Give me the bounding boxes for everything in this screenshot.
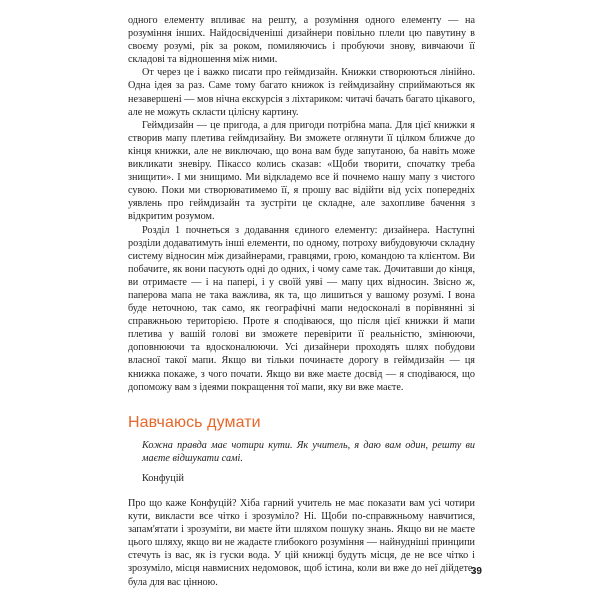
- paragraph: одного елементу впливає на решту, а розуміння одного елементу — на розуміння інших. Найдосвідченіші дизайнери повільно плели цю павутину в своєму розумі, рік за роком, помиляючись і пробуючи знову, вивчаючи її складові та відношення між ними.: [128, 15, 475, 66]
- epigraph-author: Конфуцій: [142, 472, 185, 484]
- section-title: Навчаюсь думати: [128, 413, 261, 431]
- paragraph: Геймдизайн — це пригода, а для пригоди потрібна мапа. Для цієї книжки я створив мапу плетива геймдизайну. Ви зможете оглянути її цілком ближче до кінця книжки, але не виключаю, що вона вам буде запутаною, ба навіть може викликати зневіру. Пікассо колись сказав: «Щоби творити, спочатку треба знищити». І ми знищимо. Ми відкладемо все й почнемо нашу мапу з чистого сувою. Поки ми створюватимемо її, я прошу вас відійти від усіх попередніх уявлень про геймдизайн та зустріти це складне, але захопливе бачення з відкритим розумом.: [128, 119, 475, 223]
- page-number: 39: [470, 566, 482, 577]
- page-content: [128, 14, 475, 589]
- epigraph-quote: Кожна правда має чотири кути. Як учитель, я даю вам один, решту ви маєте відшукати самі.: [142, 439, 475, 464]
- paragraph: Розділ 1 почнеться з додавання єдиного елементу: дизайнера. Наступні розділи додаватимуть інші елементи, по одному, потроху вибудовуючи складну систему відносин між дизайнерами, гравцями, грою, командою та клієнтом. Ви побачите, як вони пасують одні до одних, і чому саме так. Дочитавши до кінця, ви отримаєте — і на папері, і у своїй уяві — мапу цих відносин. Звісно ж, паперова мапа не така важлива, як та, що лишиться у вашому розумі. І вона буде неточною, так само, як географічні мапи недосконалі в порівнянні зі справжньою територією. Проте я сподіваюся, що після цієї книжки й мапи плетива у вашій голові ви зможете перевірити її реальністю, змінюючи, доповнюючи та вдосконалюючи. Усі дизайнери проходять шлях побудови власної такої мапи. Якщо ви тільки починаєте дорогу в геймдизайн — ця книжка покаже, з чого почати. Якщо ви вже маєте досвід — я сподіваюся, що допоможу вам з ідеями покращення тої мапи, яку ви вже маєте.: [128, 224, 475, 393]
- paragraph: Про що каже Конфуцій? Хіба гарний учитель не має показати вам усі чотири кути, викласти все чітко і зрозуміло? Ні. Щоби по-справжньому навчитися, запам'ятати і зрозуміти, ви маєте йти шляхом пошуку знань. Якщо ви не маєте цього шляху, якщо ви не жадаєте глибокого розуміння — найнудніші принципи стечуть із вас, як із гуски вода. У цій книжці будуть місця, де не все чітко і зрозуміло, місця навмисних недомовок, щоб істина, коли ви вже до неї дійдете, була для вас цінною.: [128, 498, 475, 588]
- paragraph: От через це і важко писати про геймдизайн. Книжки створюються лінійно. Одна ідея за раз. Саме тому багато книжок із геймдизайну сприймаються як незавершені — мов нічна екскурсія з ліхтариком: читачі бачать багато цікавого, але не можуть скласти цілісну картину.: [128, 67, 475, 118]
